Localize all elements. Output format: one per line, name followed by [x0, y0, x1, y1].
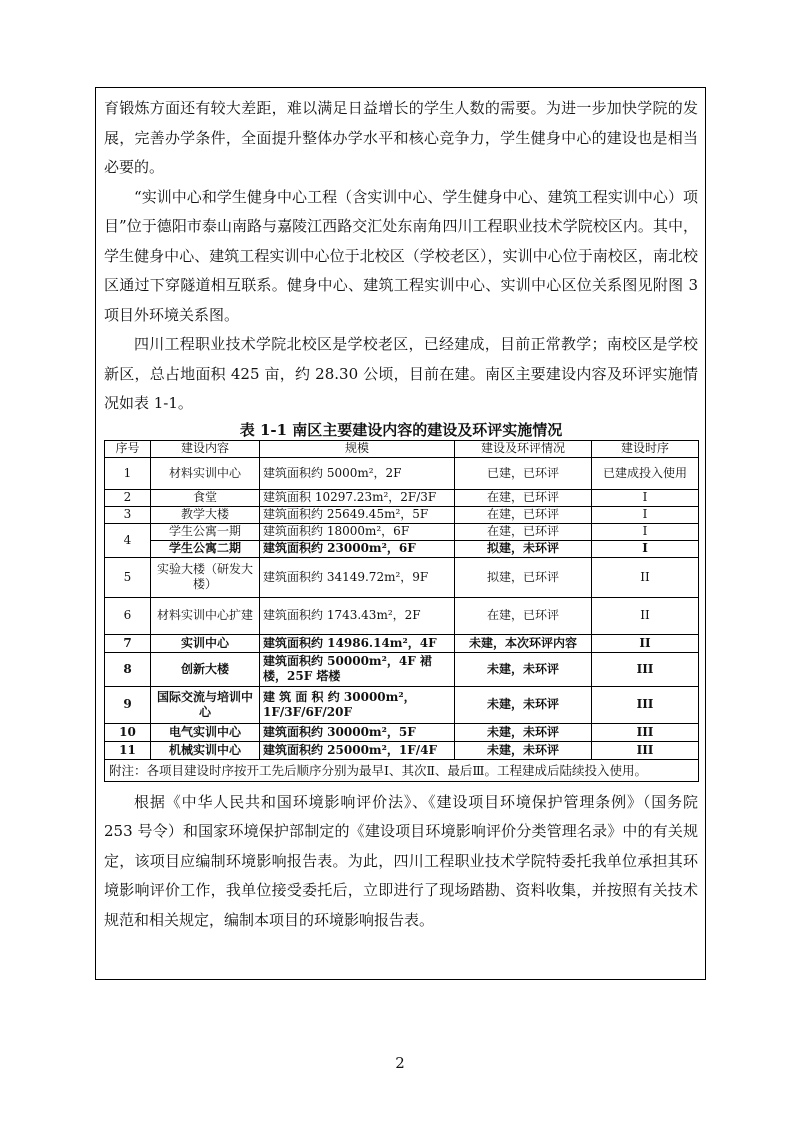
cell-no: 5	[105, 557, 151, 597]
cell-phase: I	[592, 540, 699, 557]
cell-phase: II	[592, 634, 699, 652]
cell-phase: 已建成投入使用	[592, 457, 699, 489]
cell-phase: III	[592, 686, 699, 723]
header-content: 建设内容	[151, 440, 260, 457]
header-status: 建设及环评情况	[455, 440, 592, 457]
cell-name: 机械实训中心	[151, 741, 260, 759]
cell-status: 拟建，未环评	[455, 540, 592, 557]
cell-phase: III	[592, 652, 699, 686]
table-note-row	[105, 759, 699, 781]
header-scale: 规模	[260, 440, 455, 457]
paragraph-4: 根据《中华人民共和国环境影响评价法》、《建设项目环境保护管理条例》（国务院 253 号令）和国家环境保护部制定的《建设项目环境影响评价分类管理名录》中的有关规定，该项目应编制环境影响报告表。为此，四川工程职业技术学院特委托我单位承担其环境影响评价工作，我单位接受委托后，立即进行了现场踏勘、资料收集，并按照有关技术规范和相关规定，编制本项目的环境影响报告表。	[104, 792, 698, 929]
table-row	[105, 489, 699, 506]
cell-no: 4	[105, 523, 151, 557]
paragraph-2: “实训中心和学生健身中心工程（含实训中心、学生健身中心、建筑工程实训中心）项目”位于德阳市泰山南路与嘉陵江西路交汇处东南角四川工程职业技术学院校区内。其中，学生健身中心、建筑工程实训中心位于北校区（学校老区），实训中心位于南校区，南北校区通过下穿隧道相互联系。健身中心、建筑工程实训中心、实训中心区位关系图见附图 3 项目外环境关系图。	[104, 187, 698, 324]
paragraph-3: 四川工程职业技术学院北校区是学校老区，已经建成，目前正常教学；南校区是学校新区，总占地面积 425 亩，约 28.30 公顷，目前在建。南区主要建设内容及环评实施情况如表 1-1。	[104, 335, 698, 412]
cell-no: 8	[105, 652, 151, 686]
table-note: 附注：各项目建设时序按开工先后顺序分别为最早Ⅰ、其次Ⅱ、最后Ⅲ。工程建成后陆续投入使用。	[105, 759, 699, 781]
cell-status: 未建，未环评	[455, 686, 592, 723]
cell-scale: 建筑面积约 14986.14m²，4F	[260, 634, 455, 652]
cell-no: 2	[105, 489, 151, 506]
table-row	[105, 634, 699, 652]
cell-name: 材料实训中心扩建	[151, 597, 260, 634]
page-frame	[95, 87, 706, 980]
cell-scale: 建筑面积约 34149.72m²，9F	[260, 557, 455, 597]
table-row	[105, 652, 699, 686]
table-caption: 表 1-1 南区主要建设内容的建设及环评实施情况	[239, 420, 563, 439]
cell-name: 食堂	[151, 489, 260, 506]
cell-scale: 建筑面积约 25000m²，1F/4F	[260, 741, 455, 759]
header-phase: 建设时序	[592, 440, 699, 457]
cell-no: 7	[105, 634, 151, 652]
cell-phase: II	[592, 557, 699, 597]
cell-name: 国际交流与培训中心	[151, 686, 260, 723]
cell-status: 未建，本次环评内容	[455, 634, 592, 652]
cell-status: 拟建，已环评	[455, 557, 592, 597]
cell-name: 实训中心	[151, 634, 260, 652]
cell-no: 11	[105, 741, 151, 759]
cell-name: 电气实训中心	[151, 723, 260, 741]
cell-scale: 建筑面积约 30000m²，5F	[260, 723, 455, 741]
cell-status: 在建，已环评	[455, 597, 592, 634]
page-number: 2	[395, 1054, 405, 1072]
cell-no: 9	[105, 686, 151, 723]
cell-phase: I	[592, 523, 699, 540]
cell-scale: 建筑面积 10297.23m²，2F/3F	[260, 489, 455, 506]
cell-scale: 建筑面积约 23000m²，6F	[260, 540, 455, 557]
cell-scale: 建筑面积约 25649.45m²，5F	[260, 506, 455, 523]
table-row	[105, 723, 699, 741]
cell-no: 6	[105, 597, 151, 634]
cell-no: 3	[105, 506, 151, 523]
cell-phase: II	[592, 597, 699, 634]
cell-phase: III	[592, 741, 699, 759]
paragraph-1: 育锻炼方面还有较大差距，难以满足日益增长的学生人数的需要。为进一步加快学院的发展，完善办学条件，全面提升整体办学水平和核心竞争力，学生健身中心的建设也是相当必要的。	[104, 99, 698, 176]
cell-status: 在建，已环评	[455, 506, 592, 523]
content	[104, 94, 698, 935]
cell-phase: I	[592, 506, 699, 523]
cell-name: 学生公寓二期	[151, 540, 260, 557]
construction-table	[104, 440, 699, 782]
cell-scale: 建筑面积约 50000m²，4F 裙楼，25F 塔楼	[260, 652, 455, 686]
cell-status: 在建，已环评	[455, 489, 592, 506]
cell-status: 已建，已环评	[455, 457, 592, 489]
header-no: 序号	[105, 440, 151, 457]
table-row	[105, 597, 699, 634]
cell-status: 未建，未环评	[455, 723, 592, 741]
cell-scale: 建筑面积约 5000m²，2F	[260, 457, 455, 489]
cell-scale: 建 筑 面 积 约 30000m²，1F/3F/6F/20F	[260, 686, 455, 723]
cell-name: 学生公寓一期	[151, 523, 260, 540]
cell-status: 在建，已环评	[455, 523, 592, 540]
table-row	[105, 540, 699, 557]
table-header-row	[105, 440, 699, 457]
cell-status: 未建，未环评	[455, 652, 592, 686]
table-row	[105, 506, 699, 523]
cell-scale: 建筑面积约 18000m²，6F	[260, 523, 455, 540]
cell-name: 实验大楼（研发大楼）	[151, 557, 260, 597]
table-row	[105, 741, 699, 759]
table-row	[105, 523, 699, 540]
cell-phase: I	[592, 489, 699, 506]
cell-no: 1	[105, 457, 151, 489]
cell-name: 创新大楼	[151, 652, 260, 686]
table-row	[105, 686, 699, 723]
cell-name: 材料实训中心	[151, 457, 260, 489]
cell-no: 10	[105, 723, 151, 741]
cell-name: 教学大楼	[151, 506, 260, 523]
table-row	[105, 457, 699, 489]
cell-phase: III	[592, 723, 699, 741]
cell-scale: 建筑面积约 1743.43m²，2F	[260, 597, 455, 634]
cell-status: 未建，未环评	[455, 741, 592, 759]
table-row	[105, 557, 699, 597]
